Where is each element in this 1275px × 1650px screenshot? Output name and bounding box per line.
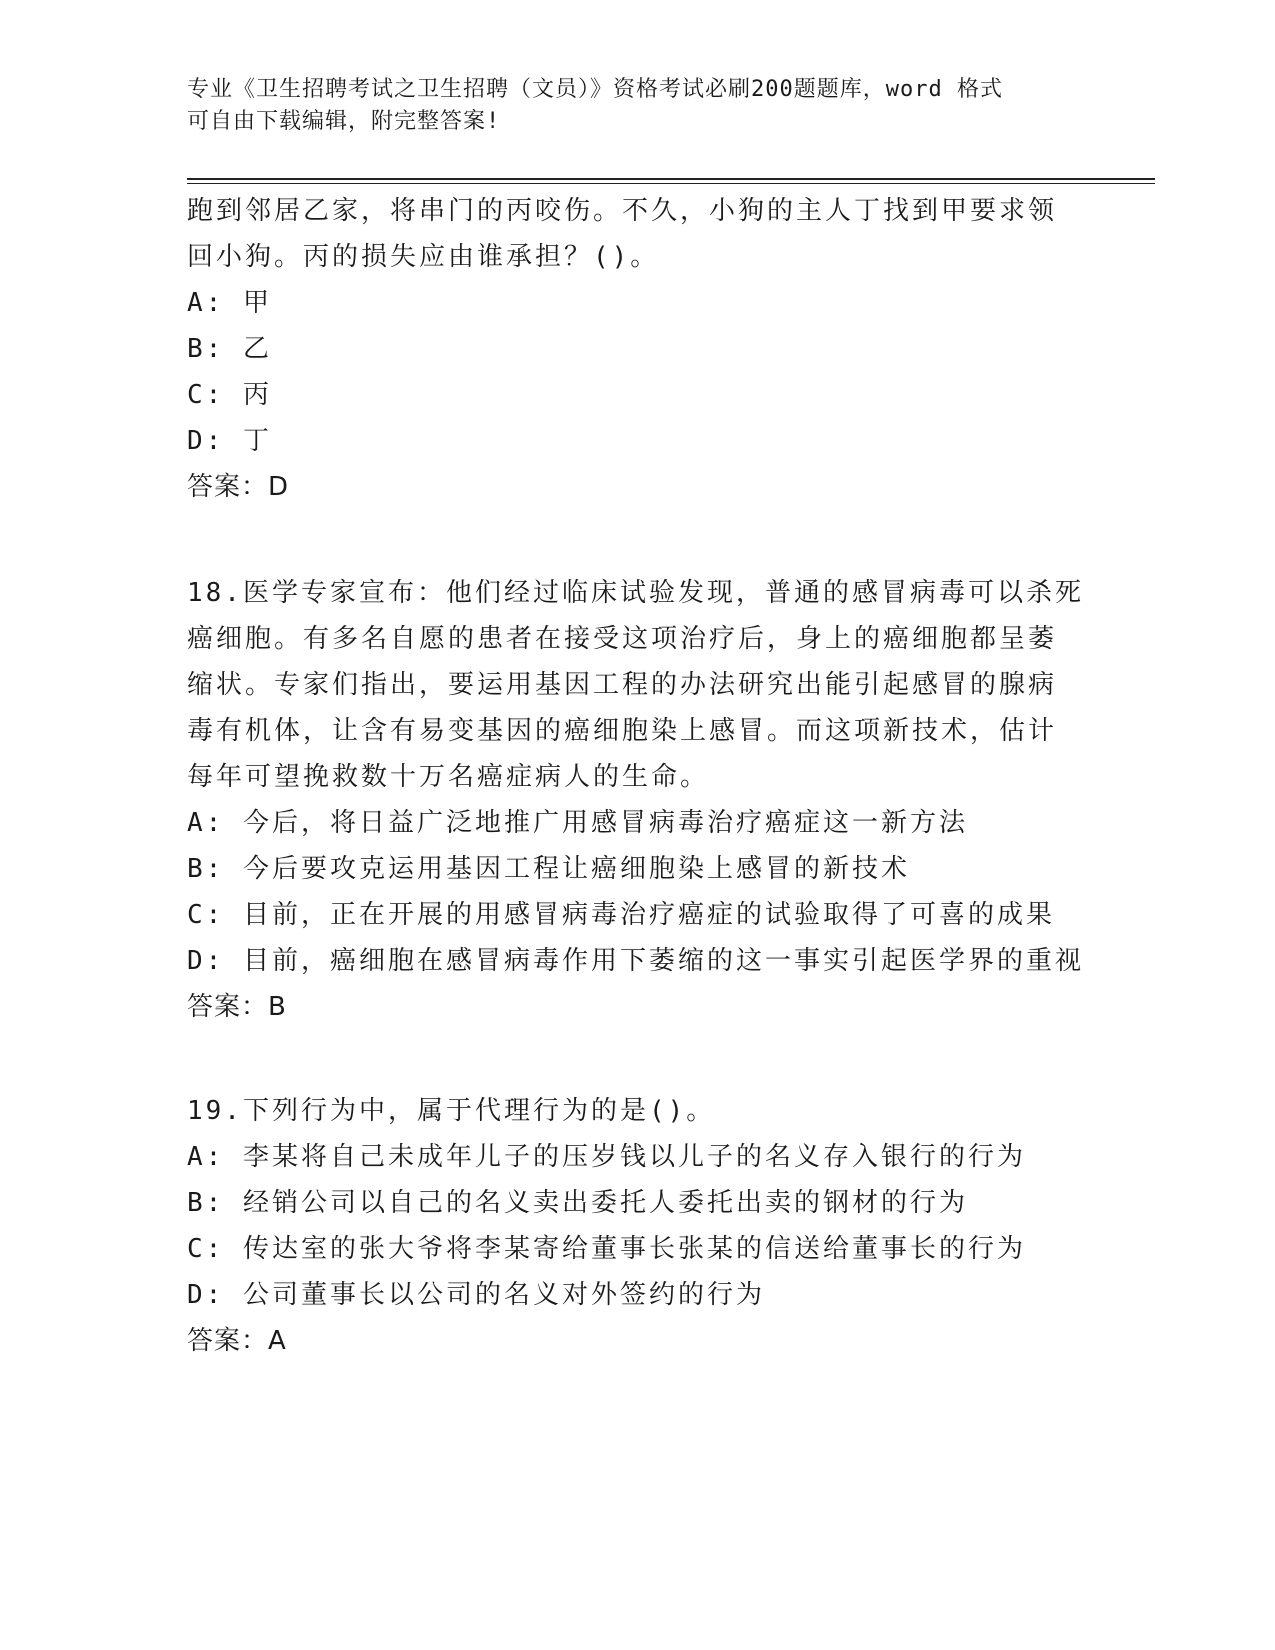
header-line-1: 专业《卫生招聘考试之卫生招聘（文员）》资格考试必刷200题题库，word 格式 [187,77,1003,102]
question-17 [187,188,1087,510]
spacer [187,1030,1087,1088]
answer-label: 答案：D [187,472,290,502]
question-text-line: 每年可望挽救数十万名癌症病人的生命。 [187,762,710,792]
option-c: C: 传达室的张大爷将李某寄给董事长张某的信送给董事长的行为 [187,1234,1026,1264]
spacer [187,510,1087,570]
option-a: A: 甲 [187,288,272,318]
question-text-line: 19.下列行为中，属于代理行为的是()。 [187,1096,716,1126]
option-c: C: 目前，正在开展的用感冒病毒治疗癌症的试验取得了可喜的成果 [187,900,1055,930]
question-text-line: 跑到邻居乙家，将串门的丙咬伤。不久，小狗的主人丁找到甲要求领 [187,196,1058,226]
option-b: B: 经销公司以自己的名义卖出委托人委托出卖的钢材的行为 [187,1188,968,1218]
option-c: C: 丙 [187,380,272,410]
question-text-line: 18.医学专家宣布：他们经过临床试验发现，普通的感冒病毒可以杀死 [187,578,1084,608]
question-text-line: 缩状。专家们指出，要运用基因工程的办法研究出能引起感冒的腺病 [187,670,1058,700]
option-a: A: 今后，将日益广泛地推广用感冒病毒治疗癌症这一新方法 [187,808,968,838]
header-line-2: 可自由下载编辑，附完整答案! [187,109,501,134]
option-b: B: 乙 [187,334,272,364]
option-b: B: 今后要攻克运用基因工程让癌细胞染上感冒的新技术 [187,854,910,884]
question-19 [187,1088,1087,1364]
question-18 [187,570,1087,1030]
question-text-line: 回小狗。丙的损失应由谁承担？()。 [187,242,660,272]
option-d: D: 目前，癌细胞在感冒病毒作用下萎缩的这一事实引起医学界的重视 [187,946,1084,976]
answer-label: 答案：A [187,1326,287,1356]
option-a: A: 李某将自己未成年儿子的压岁钱以儿子的名义存入银行的行为 [187,1142,1026,1172]
answer-label: 答案：B [187,992,287,1022]
question-content [187,188,1087,1364]
header-divider-thick [187,178,1155,180]
option-d: D: 公司董事长以公司的名义对外签约的行为 [187,1280,765,1310]
document-header [187,74,1067,138]
question-text-line: 毒有机体，让含有易变基因的癌细胞染上感冒。而这项新技术，估计 [187,716,1058,746]
header-divider-thin [187,183,1155,184]
option-d: D: 丁 [187,426,272,456]
question-text-line: 癌细胞。有多名自愿的患者在接受这项治疗后，身上的癌细胞都呈萎 [187,624,1058,654]
